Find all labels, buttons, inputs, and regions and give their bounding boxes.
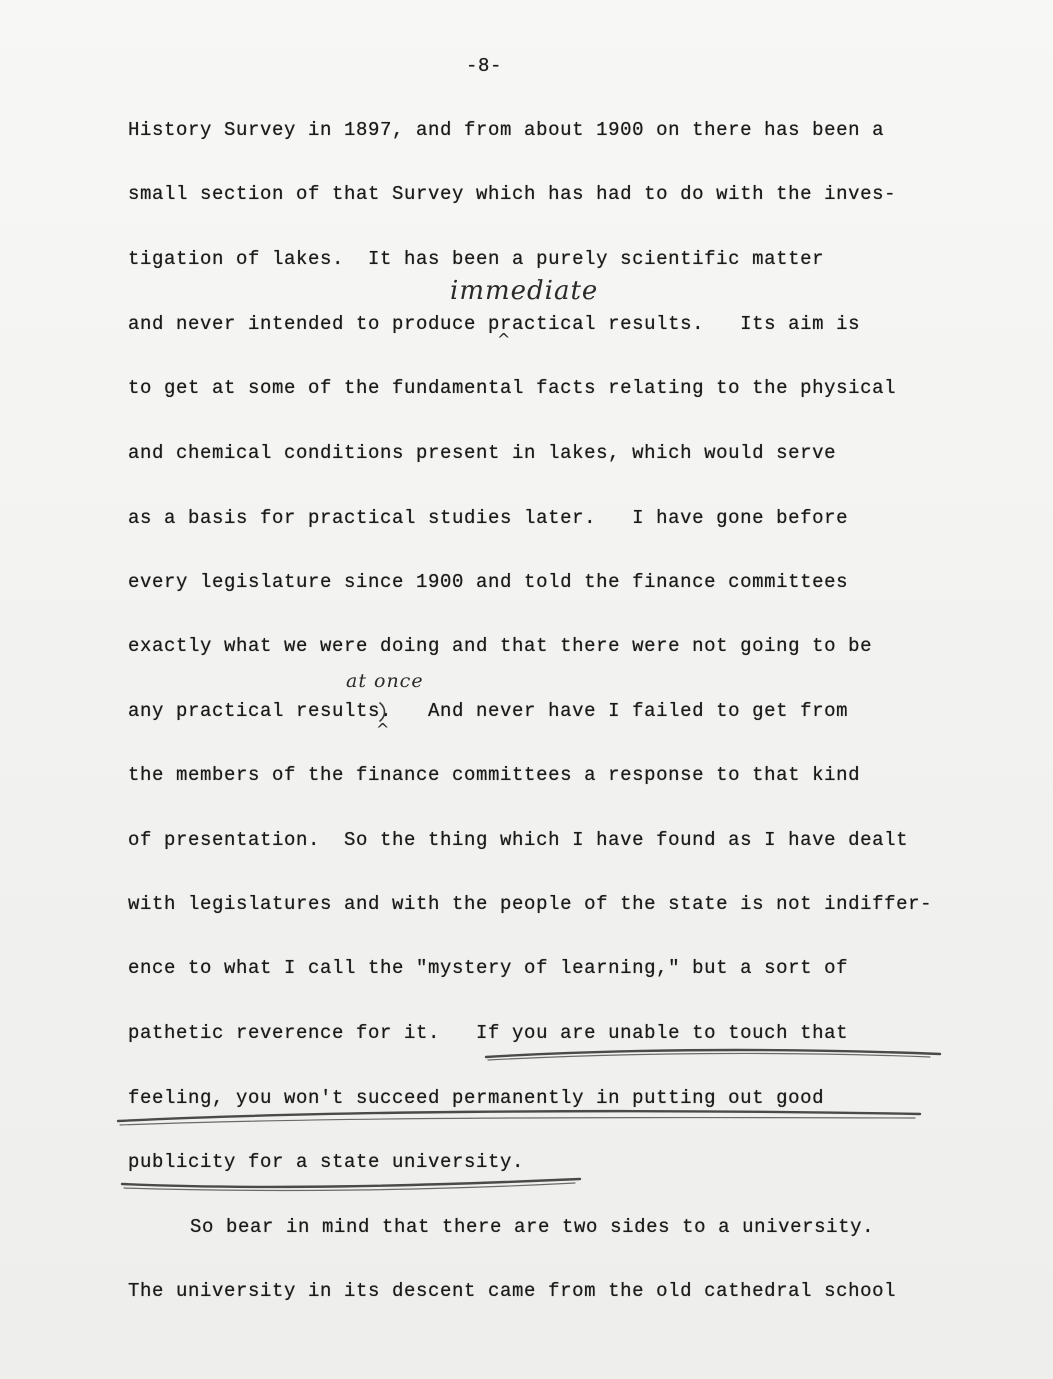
insertion-caret: ^ xyxy=(497,330,511,349)
text-line: and chemical conditions present in lakes, which would serve xyxy=(128,442,837,464)
text-line: tigation of lakes. It has been a purely scientific matter xyxy=(128,248,825,270)
text-line: every legislature since 1900 and told the finance committees xyxy=(128,571,849,593)
underline-stroke xyxy=(486,1050,940,1057)
underline-stroke xyxy=(122,1179,580,1187)
text-line: History Survey in 1897, and from about 1900 on there has been a xyxy=(128,119,885,141)
text-line: of presentation. So the thing which I have found as I have dealt xyxy=(128,829,909,851)
text-line: The university in its descent came from the old cathedral school xyxy=(128,1280,897,1302)
paper-watermark: ​ xyxy=(9,1080,11,1153)
underline-stroke xyxy=(488,1053,930,1060)
text-line: pathetic reverence for it. If you are unable to touch that xyxy=(128,1022,849,1044)
text-line: publicity for a state university. xyxy=(128,1151,525,1173)
text-line: to get at some of the fundamental facts relating to the physical xyxy=(128,377,897,399)
text-line: the members of the finance committees a response to that kind xyxy=(128,764,861,786)
underline-stroke xyxy=(124,1183,575,1190)
underline-stroke xyxy=(120,1118,915,1125)
underline-stroke xyxy=(118,1111,920,1121)
text-line: So bear in mind that there are two sides to a university. xyxy=(190,1216,875,1238)
insertion-caret: ^ xyxy=(376,720,390,739)
text-line: exactly what we were doing and that there were not going to be xyxy=(128,635,873,657)
text-line: and never intended to produce practical results. Its aim is xyxy=(128,313,861,335)
text-line: small section of that Survey which has had to do with the inves- xyxy=(128,183,897,205)
handwritten-insertion-at-once: at once xyxy=(346,670,424,692)
page-number: -8- xyxy=(466,55,503,77)
handwritten-insertion-immediate: immediate xyxy=(450,276,599,306)
text-line: as a basis for practical studies later. I have gone before xyxy=(128,507,849,529)
text-line: any practical results. And never have I failed to get from xyxy=(128,700,849,722)
text-line: with legislatures and with the people of the state is not indiffer- xyxy=(128,893,933,915)
text-line: ence to what I call the "mystery of learning," but a sort of xyxy=(128,957,849,979)
text-line: feeling, you won't succeed permanently in putting out good xyxy=(128,1087,825,1109)
